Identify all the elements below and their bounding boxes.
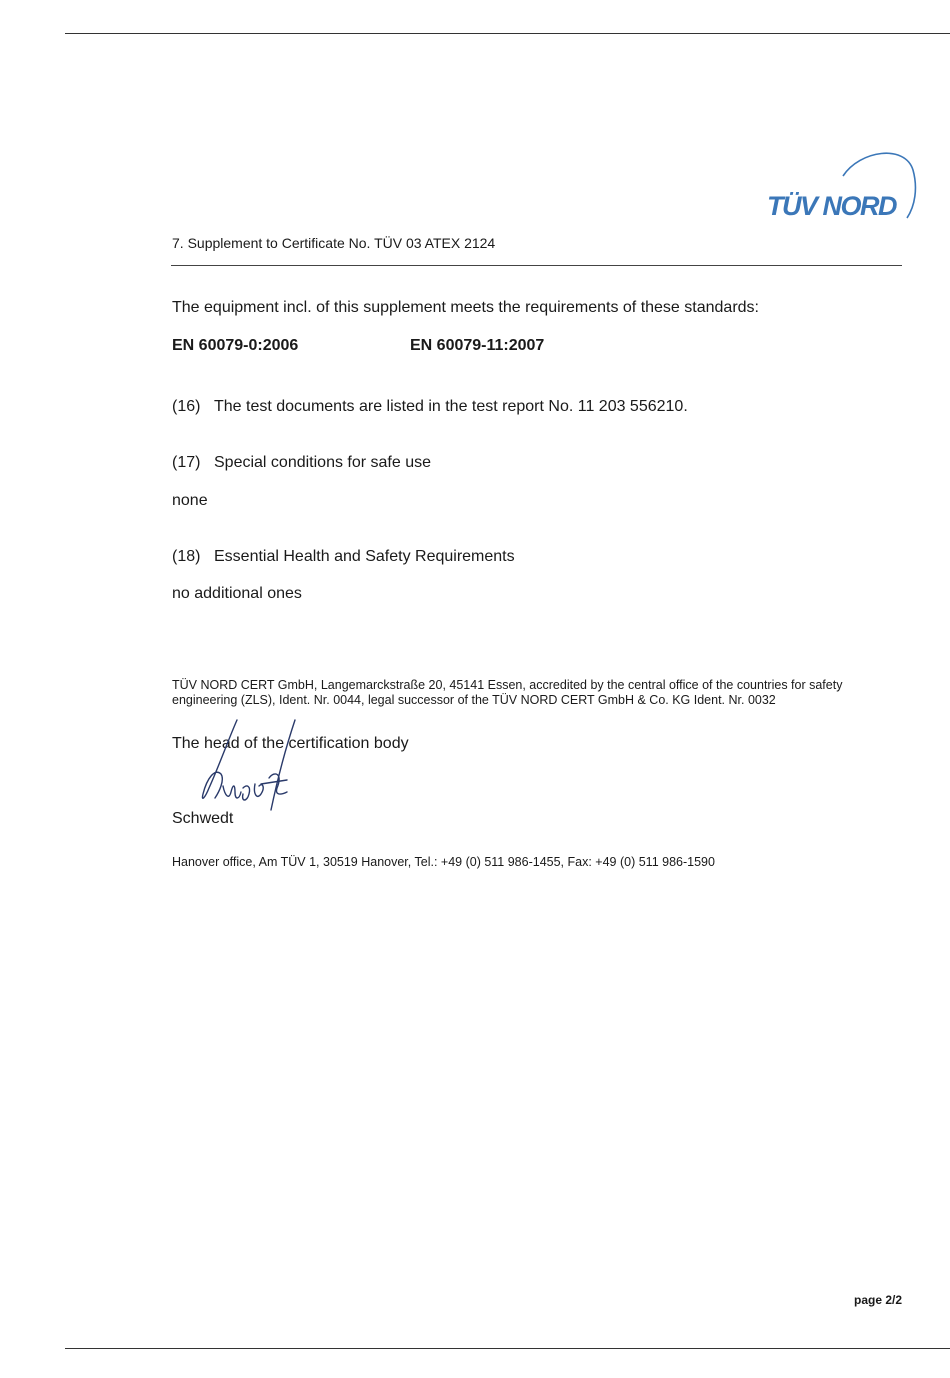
logo-text: TÜV NORD: [767, 191, 896, 221]
signer-name: Schwedt: [172, 810, 234, 827]
handwritten-signature: [195, 718, 305, 813]
top-rule: [65, 33, 950, 34]
accreditation-text: TÜV NORD CERT GmbH, Langemarckstraße 20, 45141 Essen, accredited by the central office of the countries for safety engineering (ZLS), Ident. Nr. 0044, legal successor of the TÜV NORD CERT GmbH & Co. KG Ident. Nr. 0032: [172, 678, 843, 707]
section-17-value: none: [172, 492, 208, 509]
section-number: (17): [172, 454, 201, 471]
section-18-value: no additional ones: [172, 585, 302, 602]
section-title: The test documents are listed in the test report No. 11 203 556210.: [214, 398, 688, 415]
bottom-rule: [65, 1348, 950, 1349]
section-17: [172, 454, 431, 472]
section-18: [172, 548, 515, 566]
section-number: (16): [172, 398, 201, 415]
section-number: (18): [172, 548, 201, 565]
certification-head-label: The head of the certification body: [172, 735, 409, 752]
standards-intro: The equipment incl. of this supplement meets the requirements of these standards:: [172, 299, 759, 316]
section-16: [172, 398, 688, 416]
header-rule: [171, 265, 902, 266]
certificate-line: 7. Supplement to Certificate No. TÜV 03 ATEX 2124: [172, 235, 496, 251]
office-address: Hanover office, Am TÜV 1, 30519 Hanover, Tel.: +49 (0) 511 986-1455, Fax: +49 (0) 511 986-1590: [172, 855, 715, 869]
standard-2: EN 60079-11:2007: [410, 337, 545, 354]
section-title: Special conditions for safe use: [214, 454, 432, 471]
page-number: page 2/2: [854, 1293, 903, 1307]
section-title: Essential Health and Safety Requirements: [214, 548, 515, 565]
standard-1: EN 60079-0:2006: [172, 337, 299, 354]
